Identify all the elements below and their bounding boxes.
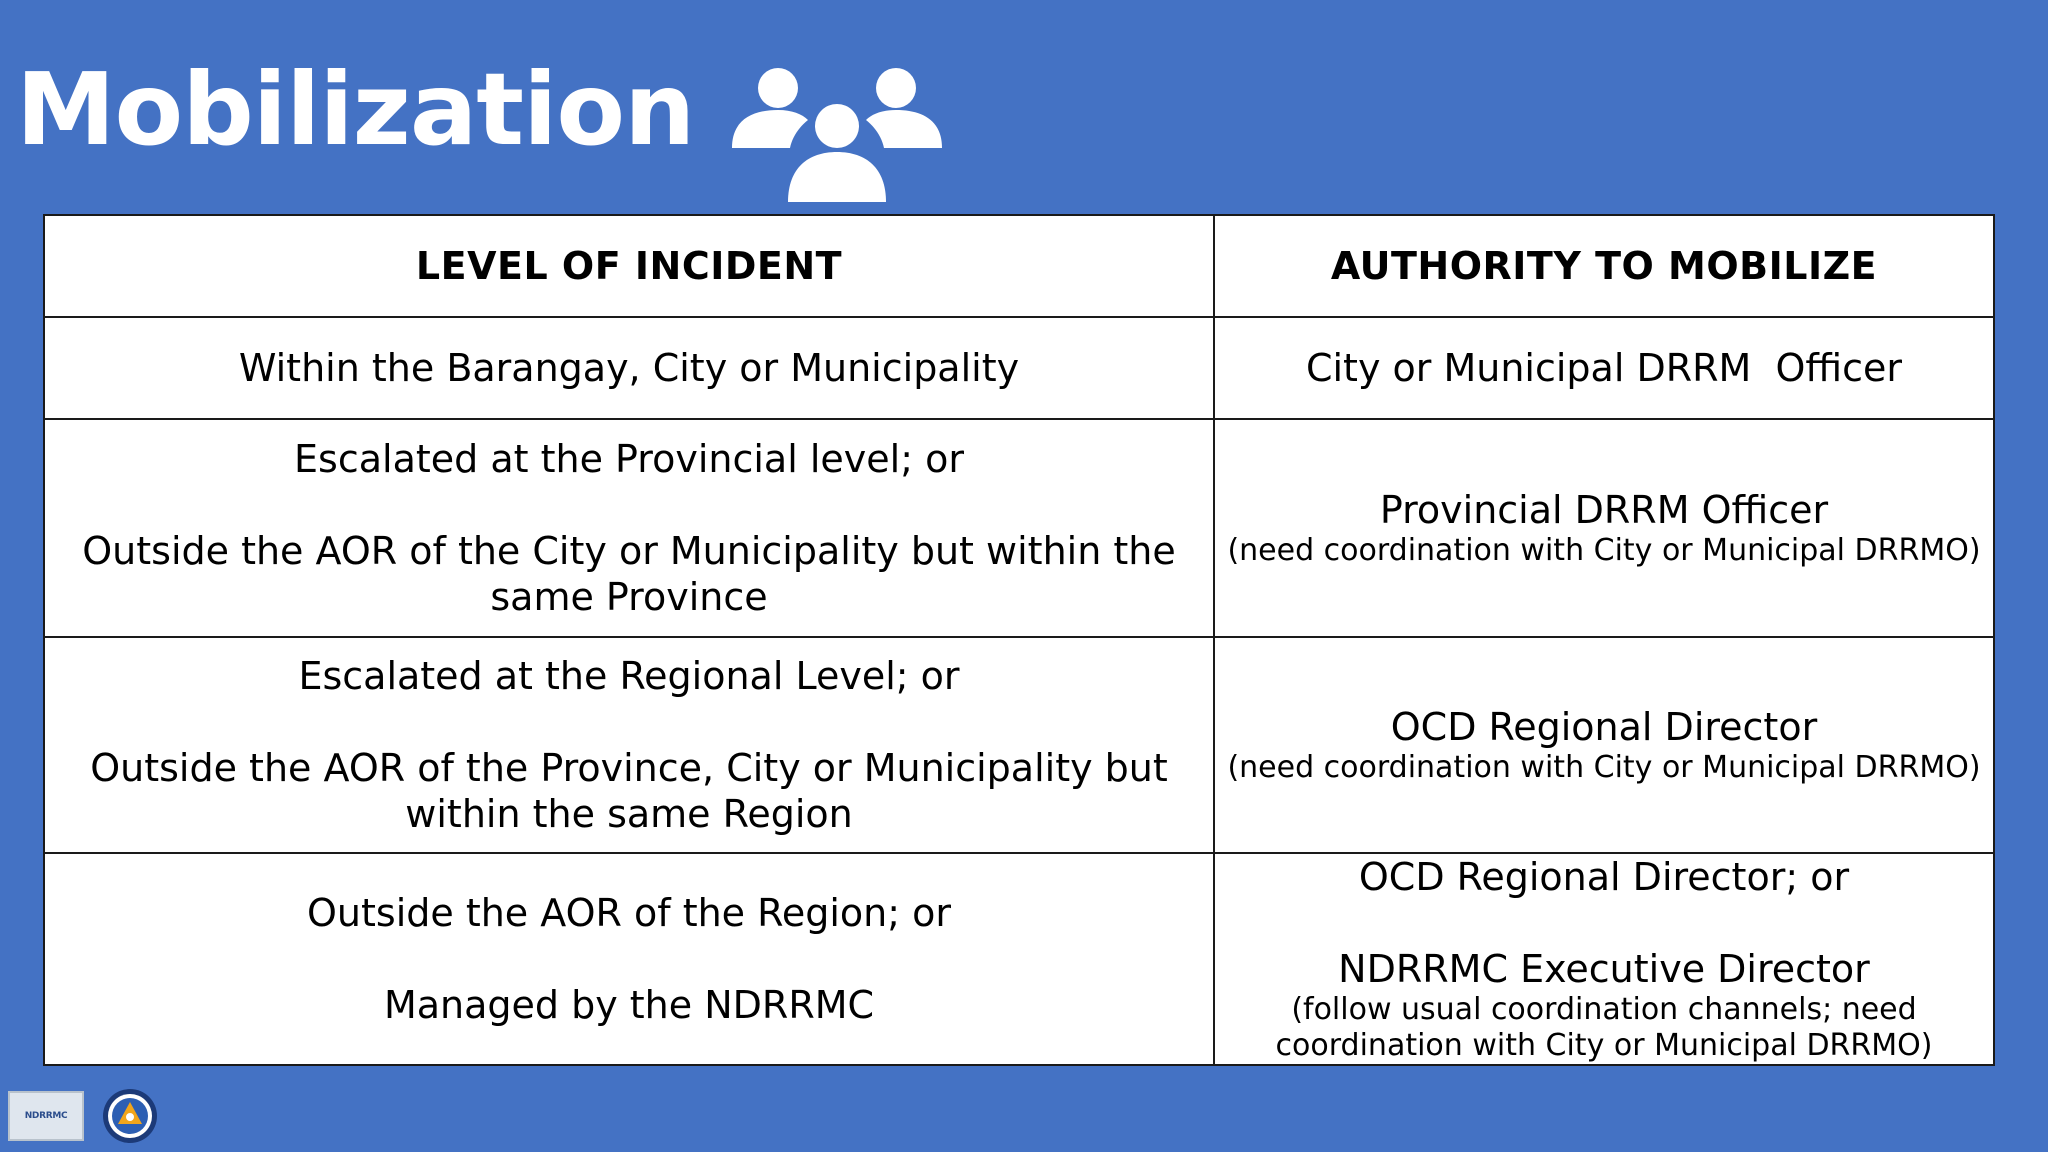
level-cell bbox=[44, 419, 1214, 637]
level-text: Outside the AOR of the Province, City or Municipality but within the same Region bbox=[90, 746, 1168, 836]
level-cell bbox=[44, 317, 1214, 419]
table-row bbox=[44, 419, 1994, 637]
authority-text: OCD Regional Director bbox=[1390, 705, 1818, 749]
ndrrmc-logo-text: NDRRMC bbox=[24, 1111, 68, 1121]
authority-text: NDRRMC Executive Director bbox=[1338, 947, 1870, 991]
authority-cell bbox=[1214, 853, 1994, 1065]
authority-note: (need coordination with City or Municipal DRRMO) bbox=[1227, 533, 1981, 568]
header-authority-to-mobilize: AUTHORITY TO MOBILIZE bbox=[1214, 215, 1994, 317]
table-row bbox=[44, 637, 1994, 853]
level-text: Escalated at the Regional Level; or bbox=[298, 654, 960, 698]
level-text: Outside the AOR of the Region; or bbox=[307, 891, 951, 935]
level-text: Outside the AOR of the City or Municipality but within the same Province bbox=[82, 529, 1176, 619]
authority-text: OCD Regional Director; or bbox=[1358, 855, 1850, 899]
ndrrmc-logo bbox=[8, 1091, 84, 1141]
level-cell bbox=[44, 637, 1214, 853]
level-text: Escalated at the Provincial level; or bbox=[294, 437, 964, 481]
authority-text: Provincial DRRM Officer bbox=[1379, 488, 1829, 532]
ocd-seal-icon bbox=[102, 1088, 158, 1144]
slide-title: Mobilization bbox=[16, 51, 695, 168]
mobilization-table bbox=[43, 214, 1995, 1066]
authority-cell bbox=[1214, 637, 1994, 853]
table-row bbox=[44, 317, 1994, 419]
authority-note: (follow usual coordination channels; need coordination with City or Municipal DRRMO) bbox=[1275, 992, 1933, 1063]
people-group-icon bbox=[732, 68, 942, 202]
footer-logos bbox=[8, 1088, 158, 1144]
authority-text: City or Municipal DRRM Officer bbox=[1305, 346, 1903, 390]
authority-cell bbox=[1214, 317, 1994, 419]
table-row bbox=[44, 853, 1994, 1065]
level-text: Managed by the NDRRMC bbox=[383, 983, 875, 1027]
authority-cell bbox=[1214, 419, 1994, 637]
authority-note: (need coordination with City or Municipal DRRMO) bbox=[1227, 750, 1981, 785]
level-text: Within the Barangay, City or Municipality bbox=[238, 346, 1020, 390]
header-level-of-incident: LEVEL OF INCIDENT bbox=[44, 215, 1214, 317]
level-cell bbox=[44, 853, 1214, 1065]
